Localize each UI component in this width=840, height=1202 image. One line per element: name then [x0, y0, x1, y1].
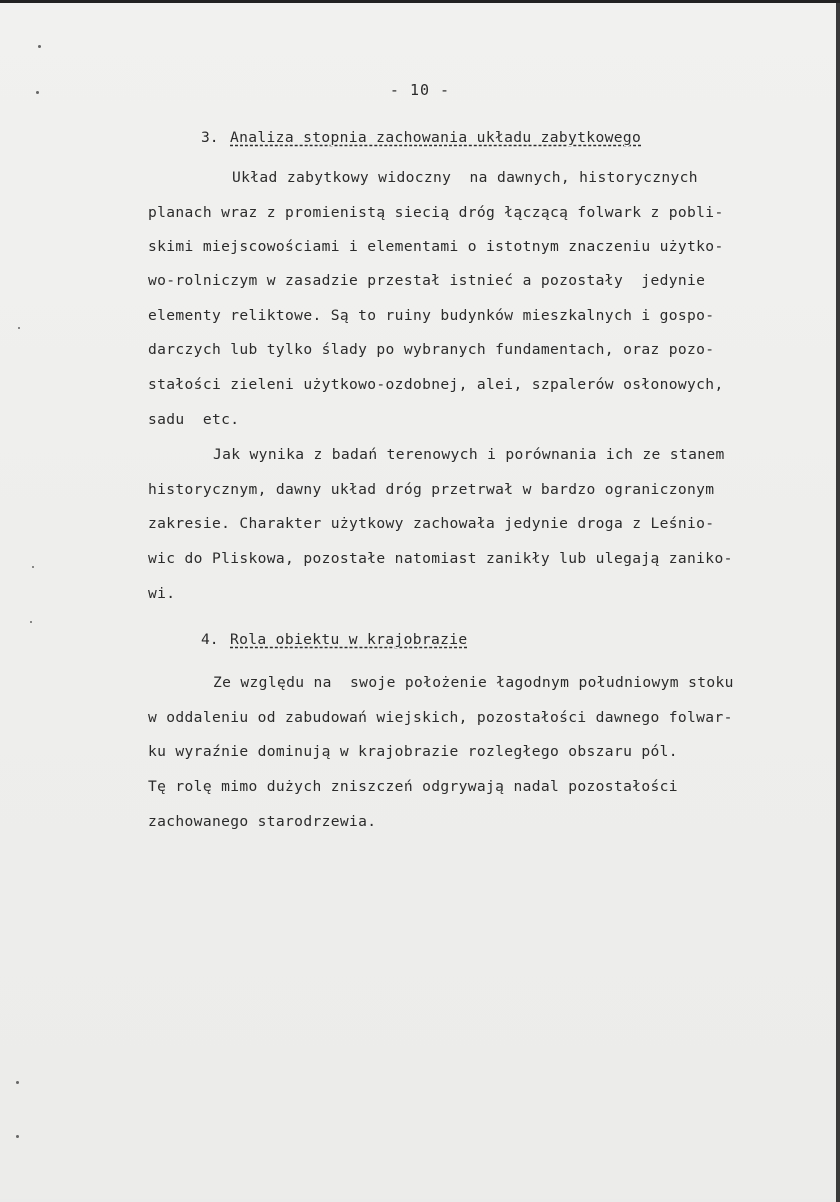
- text-line: w oddaleniu od zabudowań wiejskich, pozostałości dawnego folwar-: [148, 709, 733, 726]
- text-line: wi.: [148, 585, 176, 602]
- text-line: elementy reliktowe. Są to ruiny budynków mieszkalnych i gospo-: [148, 307, 715, 324]
- text-line: Tę rolę mimo dużych zniszczeń odgrywają nadal pozostałości: [148, 778, 678, 795]
- scan-speck: [18, 327, 20, 329]
- scan-speck: [16, 1081, 19, 1084]
- text-line: stałości zieleni użytkowo-ozdobnej, alei, szpalerów osłonowych,: [148, 376, 724, 393]
- text-line: wo-rolniczym w zasadzie przestał istnieć a pozostały jedynie: [148, 272, 706, 289]
- section-3-number: 3.: [201, 129, 219, 146]
- text-line: ku wyraźnie dominują w krajobrazie rozległego obszaru pól.: [148, 743, 678, 760]
- scan-speck: [16, 1135, 19, 1138]
- section-4-title: Rola obiektu w krajobrazie: [230, 631, 468, 648]
- text-line: Ze względu na swoje położenie łagodnym południowym stoku: [213, 674, 734, 691]
- section-4-number: 4.: [201, 631, 219, 648]
- scan-edge: [836, 3, 840, 1202]
- scan-speck: [32, 566, 34, 568]
- scan-speck: [38, 45, 41, 48]
- text-line: zakresie. Charakter użytkowy zachowała jedynie droga z Leśnio-: [148, 515, 715, 532]
- text-line: planach wraz z promienistą siecią dróg łączącą folwark z pobli-: [148, 204, 724, 221]
- text-line: darczych lub tylko ślady po wybranych fundamentach, oraz pozo-: [148, 341, 715, 358]
- text-line: zachowanego starodrzewia.: [148, 813, 377, 830]
- page-number: - 10 -: [389, 81, 451, 99]
- scan-speck: [30, 621, 32, 623]
- text-line: skimi miejscowościami i elementami o istotnym znaczeniu użytko-: [148, 238, 724, 255]
- section-3-title: Analiza stopnia zachowania układu zabytkowego: [230, 129, 642, 146]
- text-line: Jak wynika z badań terenowych i porównania ich ze stanem: [213, 446, 725, 463]
- text-line: Układ zabytkowy widoczny na dawnych, historycznych: [232, 169, 698, 186]
- text-line: historycznym, dawny układ dróg przetrwał w bardzo ograniczonym: [148, 481, 715, 498]
- text-line: wic do Pliskowa, pozostałe natomiast zanikły lub ulegają zaniko-: [148, 550, 733, 567]
- text-line: sadu etc.: [148, 411, 240, 428]
